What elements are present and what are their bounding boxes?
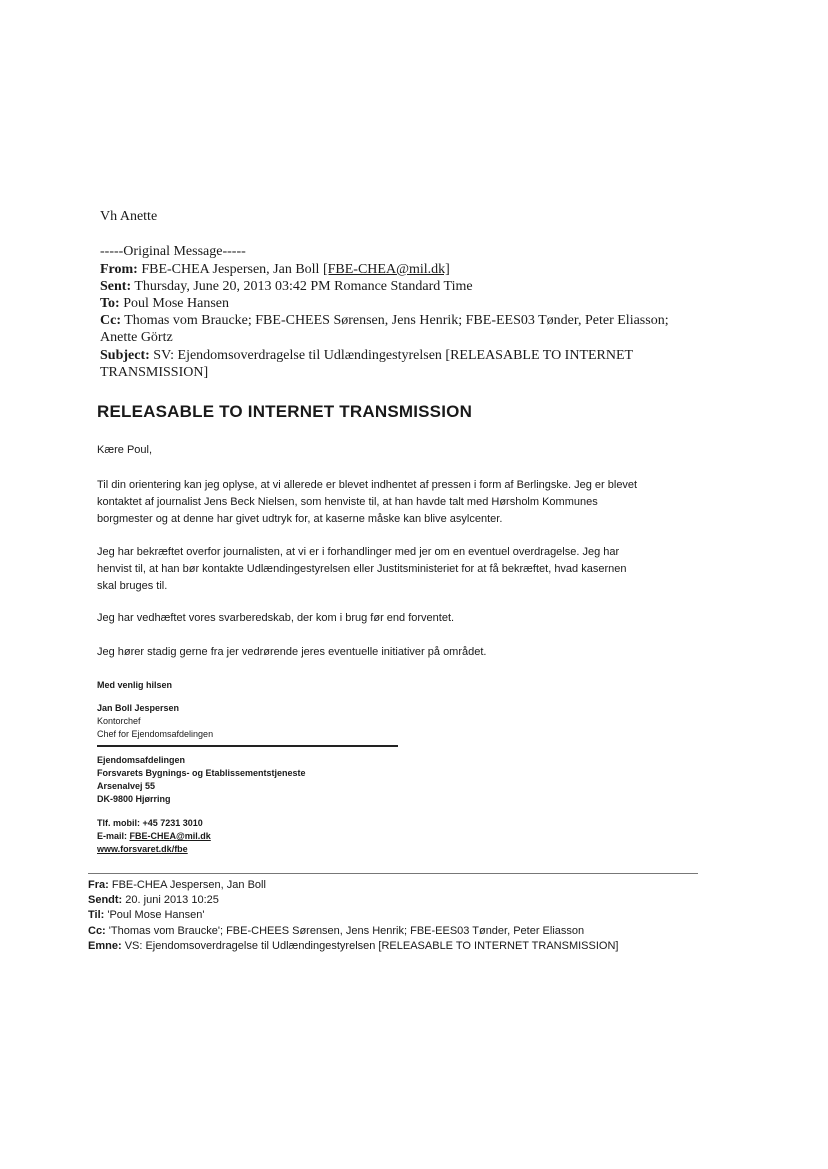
fwd-subject-label: Emne:: [88, 940, 122, 952]
closing-greeting: Vh Anette: [100, 209, 158, 224]
sent-value: Thursday, June 20, 2013 03:42 PM Romance Standard Time: [134, 279, 473, 294]
signature-email-line: [97, 831, 211, 841]
signature-greeting: Med venlig hilsen: [97, 680, 173, 690]
signature-title: Kontorchef: [97, 716, 141, 726]
fwd-cc-line: [88, 925, 584, 937]
fwd-sent-label: Sendt:: [88, 894, 123, 906]
fwd-sent-value: 20. juni 2013 10:25: [125, 894, 219, 906]
cc-value: Thomas vom Braucke; FBE-CHEES Sørensen, Jens Henrik; FBE-EES03 Tønder, Peter Eliasson;: [124, 313, 669, 328]
fwd-subject-line: [88, 940, 618, 952]
signature-city: DK-9800 Hjørring: [97, 794, 171, 804]
subject-value: SV: Ejendomsoverdragelse til Udlændingestyrelsen [RELEASABLE TO INTERNET: [153, 348, 634, 363]
subject-value-continued: TRANSMISSION]: [100, 365, 209, 380]
fwd-subject-value: VS: Ejendomsoverdragelse til Udlændingestyrelsen [RELEASABLE TO INTERNET TRANSMISSION]: [124, 940, 619, 952]
signature-role: Chef for Ejendomsafdelingen: [97, 729, 214, 739]
paragraph-2-line-1: Jeg har bekræftet overfor journalisten, at vi er i forhandlinger med jer om en eventuel overdragelse. Jeg har: [97, 546, 620, 558]
subject-label: Subject:: [100, 348, 150, 363]
email-label: E-mail:: [97, 831, 130, 841]
signature-org: Forsvarets Bygnings- og Etablissementstjeneste: [97, 768, 306, 778]
paragraph-1-line-2: kontaktet af journalist Jens Beck Nielsen, som henviste til, at han havde talt med Hørsholm Kommunes: [97, 496, 598, 508]
fwd-to-value: 'Poul Mose Hansen': [107, 909, 205, 921]
fwd-from-value: FBE-CHEA Jespersen, Jan Boll: [111, 879, 266, 891]
from-email-link[interactable]: [FBE-CHEA@mil.dk]: [322, 262, 450, 277]
signature-divider: [97, 745, 398, 747]
salutation: Kære Poul,: [97, 444, 153, 456]
paragraph-2-line-3: skal bruges til.: [97, 580, 168, 592]
website-link[interactable]: www.forsvaret.dk/fbe: [97, 844, 188, 854]
from-value: FBE-CHEA Jespersen, Jan Boll: [141, 262, 320, 277]
signature-name: Jan Boll Jespersen: [97, 703, 180, 713]
signature-street: Arsenalvej 55: [97, 781, 156, 791]
to-label: To:: [100, 296, 120, 311]
paragraph-2-line-2: henvist til, at han bør kontakte Udlændingestyrelsen eller Justitsministeriet for at få bekræftet, hvad kasernen: [97, 563, 627, 575]
fwd-from-label: Fra:: [88, 879, 109, 891]
fwd-cc-value: 'Thomas vom Braucke'; FBE-CHEES Sørensen, Jens Henrik; FBE-EES03 Tønder, Peter Eliasson: [108, 925, 585, 937]
to-line: [100, 296, 229, 312]
paragraph-4: Jeg hører stadig gerne fra jer vedrørende jeres eventuelle initiativer på området.: [97, 646, 487, 658]
forwarded-divider: [88, 873, 698, 874]
releasable-banner: RELEASABLE TO INTERNET TRANSMISSION: [97, 402, 473, 421]
fwd-sent-line: [88, 894, 219, 906]
subject-line: [100, 348, 633, 364]
from-line: [100, 262, 450, 278]
cc-value-continued: Anette Görtz: [100, 330, 173, 345]
fwd-to-label: Til:: [88, 909, 105, 921]
sent-label: Sent:: [100, 279, 132, 294]
cc-line: [100, 313, 669, 329]
original-message-separator: -----Original Message-----: [100, 244, 246, 259]
signature-phone: Tlf. mobil: +45 7231 3010: [97, 818, 203, 828]
paragraph-3: Jeg har vedhæftet vores svarberedskab, der kom i brug før end forventet.: [97, 612, 455, 624]
cc-label: Cc:: [100, 313, 121, 328]
to-value: Poul Mose Hansen: [123, 296, 229, 311]
email-link[interactable]: FBE-CHEA@mil.dk: [129, 831, 211, 841]
fwd-cc-label: Cc:: [88, 925, 106, 937]
from-label: From:: [100, 262, 138, 277]
signature-dept: Ejendomsafdelingen: [97, 755, 186, 765]
paragraph-1-line-1: Til din orientering kan jeg oplyse, at vi allerede er blevet indhentet af pressen i form af Berlingske. Jeg er blevet: [97, 479, 638, 491]
paragraph-1-line-3: borgmester og at denne har givet udtryk for, at kaserne måske kan blive asylcenter.: [97, 513, 503, 525]
fwd-from-line: [88, 879, 266, 891]
sent-line: [100, 279, 473, 295]
fwd-to-line: [88, 909, 205, 921]
